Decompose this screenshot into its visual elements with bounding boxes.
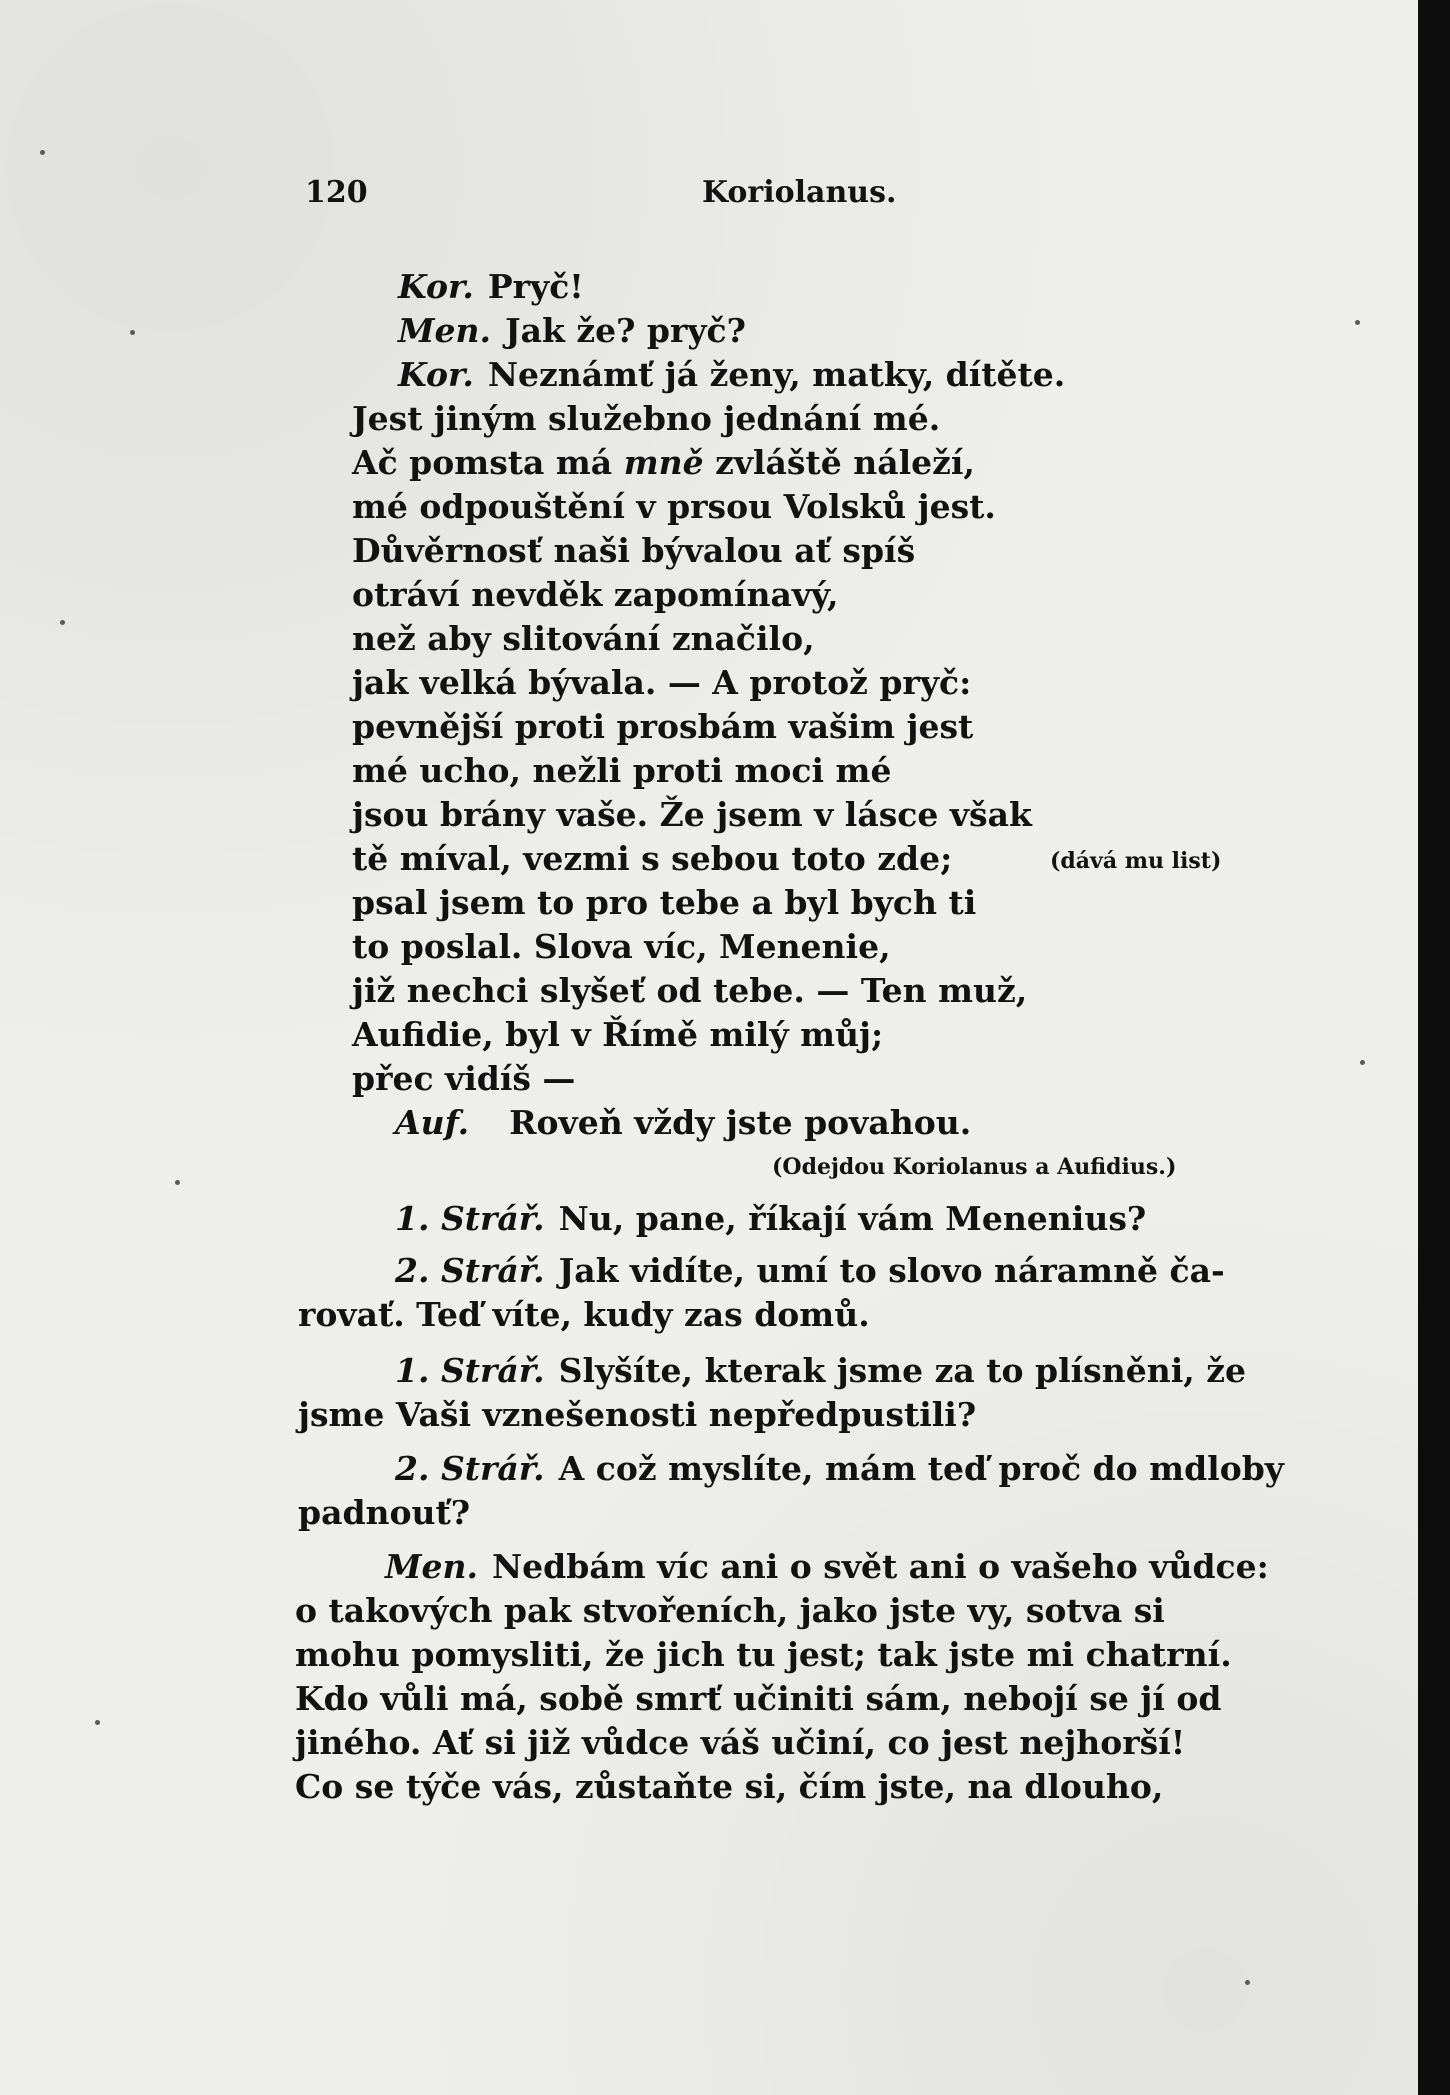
- prose-line: Kdo vůli má, sobě smrť učiniti sám, nebojí se jí od: [295, 1679, 1222, 1718]
- verse-line: mé ucho, nežli proti moci mé: [352, 751, 892, 790]
- verse-line: již nechci slyšeť od tebe. — Ten muž,: [352, 971, 1028, 1010]
- verse-text: Jak že? pryč?: [505, 311, 746, 350]
- prose-line: mohu pomysliti, že jich tu jest; tak jste mi chatrní.: [295, 1635, 1232, 1674]
- verse-line: tě míval, vezmi s sebou toto zde;: [352, 839, 953, 878]
- print-speck: [1360, 1060, 1365, 1065]
- print-speck: [1245, 1980, 1250, 1985]
- verse-line: Aufidie, byl v Římě milý můj;: [352, 1015, 884, 1054]
- prose-line: 1. Strář. Slyšíte, kterak jsme za to plísněni, že: [395, 1351, 1246, 1390]
- verse-line: [398, 310, 746, 352]
- prose-line: 2. Strář. Jak vidíte, umí to slovo náramně ča-: [395, 1251, 1225, 1290]
- print-speck: [1355, 320, 1360, 325]
- verse-line: mé odpouštění v prsou Volsků jest.: [352, 487, 996, 526]
- page-number: 120: [305, 175, 368, 210]
- verse-line: přec vidíš —: [352, 1059, 576, 1098]
- stage-direction: (Odejdou Koriolanus a Aufidius.): [772, 1154, 1177, 1180]
- speaker-name: Kor.: [398, 267, 474, 306]
- speaker-name: 2. Strář.: [395, 1449, 545, 1488]
- speaker-name: Men.: [398, 311, 492, 350]
- verse-line: Ač pomsta má mně zvláště náleží,: [352, 443, 975, 482]
- prose-line: padnouť?: [298, 1493, 471, 1532]
- emphasized-word: mně: [623, 443, 704, 482]
- running-header: [305, 175, 897, 215]
- verse-line: [395, 1102, 971, 1144]
- verse-line: pevnější proti prosbám vašim jest: [352, 707, 974, 746]
- print-speck: [40, 150, 45, 155]
- print-speck: [175, 1180, 180, 1185]
- speaker-name: 2. Strář.: [395, 1251, 545, 1290]
- prose-line: jiného. Ať si již vůdce váš učiní, co jest nejhorší!: [295, 1723, 1186, 1762]
- prose-line: Men. Nedbám víc ani o svět ani o vašeho vůdce:: [385, 1547, 1269, 1586]
- print-speck: [130, 330, 135, 335]
- verse-line: [398, 266, 584, 308]
- prose-line: 2. Strář. A což myslíte, mám teď proč do mdloby: [395, 1449, 1284, 1488]
- speaker-name: 1. Strář.: [395, 1199, 545, 1238]
- scan-dark-edge: [1418, 0, 1450, 2095]
- prose-line: 1. Strář. Nu, pane, říkají vám Menenius?: [395, 1199, 1147, 1238]
- stage-direction: (dává mu list): [1050, 848, 1222, 874]
- prose-line: o takových pak stvořeních, jako jste vy, sotva si: [295, 1591, 1165, 1630]
- prose-line: jsme Vaši vznešenosti nepředpustili?: [298, 1395, 977, 1434]
- verse-text: Roveň vždy jste povahou.: [509, 1103, 972, 1142]
- print-speck: [95, 1720, 100, 1725]
- speaker-name: Auf.: [395, 1103, 470, 1142]
- speaker-name: Kor.: [398, 355, 474, 394]
- running-title: Koriolanus.: [702, 175, 897, 210]
- verse-line: Důvěrnosť naši bývalou ať spíš: [352, 531, 916, 570]
- prose-line: rovať. Teď víte, kudy zas domů.: [298, 1295, 870, 1334]
- verse-line: než aby slitování značilo,: [352, 619, 815, 658]
- speaker-name: Men.: [385, 1547, 479, 1586]
- verse-line: otráví nevděk zapomínavý,: [352, 575, 839, 614]
- verse-line: [398, 354, 1065, 396]
- verse-line: Jest jiným služebno jednání mé.: [352, 399, 941, 438]
- verse-text: Pryč!: [487, 267, 584, 306]
- prose-line: Co se týče vás, zůstaňte si, čím jste, na dlouho,: [295, 1767, 1164, 1806]
- verse-line: to poslal. Slova víc, Menenie,: [352, 927, 891, 966]
- verse-line: jak velká bývala. — A protož pryč:: [352, 663, 972, 702]
- verse-text: Neznámť já ženy, matky, dítěte.: [487, 355, 1066, 394]
- print-speck: [60, 620, 65, 625]
- verse-line: psal jsem to pro tebe a byl bych ti: [352, 883, 977, 922]
- verse-line: jsou brány vaše. Že jsem v lásce však: [352, 795, 1032, 834]
- speaker-name: 1. Strář.: [395, 1351, 545, 1390]
